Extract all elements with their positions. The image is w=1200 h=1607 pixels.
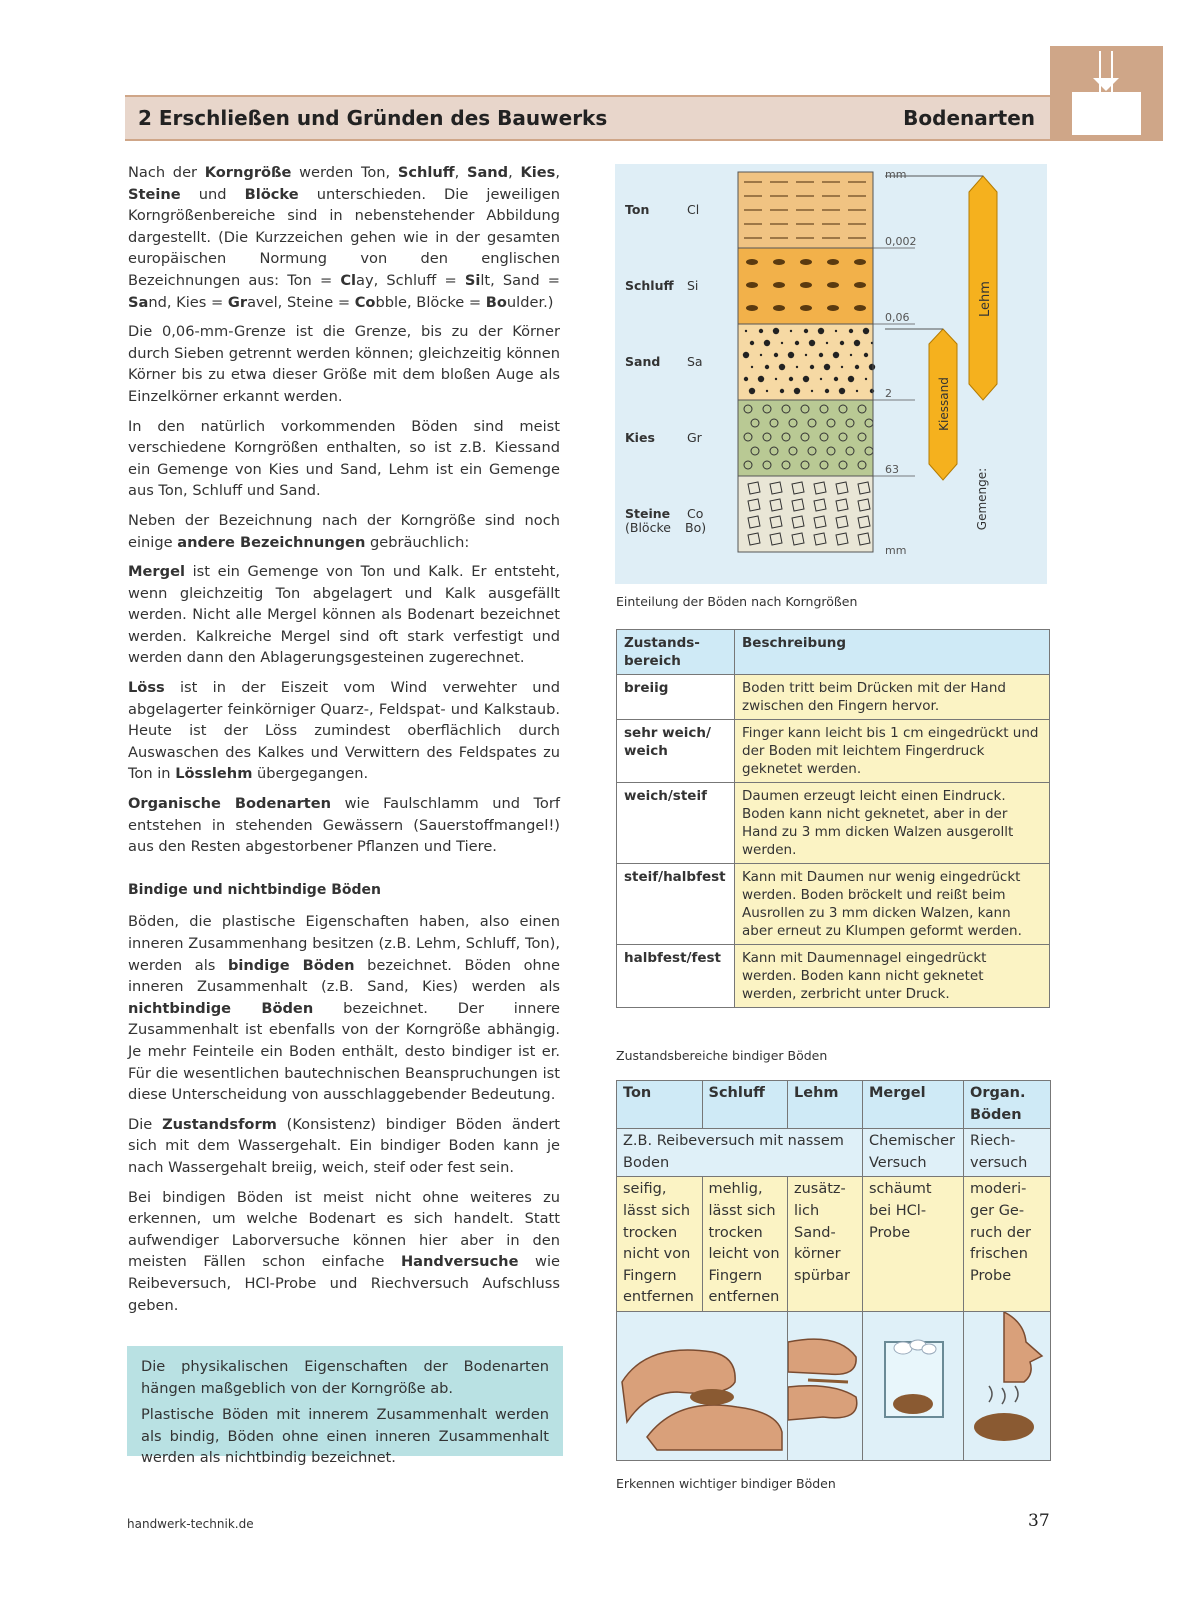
sand-grain xyxy=(805,354,807,356)
soil-layer xyxy=(738,324,873,400)
silt-grain xyxy=(800,305,812,311)
sand-grain xyxy=(795,341,799,345)
rubbing-illustration xyxy=(617,1311,788,1460)
unit-bottom: mm xyxy=(885,544,907,557)
desc-cell: Boden tritt beim Drücken mit der Hand zwischen den Fingern hervor. xyxy=(735,675,1050,720)
table-row xyxy=(617,675,1050,720)
sand-grain xyxy=(865,378,867,380)
sand-grain xyxy=(758,376,764,382)
header-cell: Organ. Böden xyxy=(964,1081,1051,1129)
sand-grain xyxy=(810,365,814,369)
table-row xyxy=(617,945,1050,1008)
table-header-row xyxy=(617,630,1050,675)
consistency-table xyxy=(616,629,1050,1008)
result-cell: seifig, lässt sich trocken nicht von Fingern entfernen xyxy=(617,1177,703,1312)
sand-grain xyxy=(854,340,860,346)
sand-grain xyxy=(841,366,843,368)
paragraph: Bei bindigen Böden ist meist nicht ohne weiteres zu erkennen, um welche Bodenart es sich handelt. Statt aufwendiger Laborversuche können hier aber in den meisten Fällen schon einfache Handversuche wie Reibeversuch, HCl-Probe und Riechversuch Aufschluss geben. xyxy=(128,1188,560,1314)
fingers-rubbing-icon xyxy=(617,1312,787,1452)
result-cell: zusätz-lich Sand-körner spürbar xyxy=(788,1177,863,1312)
gemenge-label: Gemenge: xyxy=(975,467,989,531)
silt-grain xyxy=(746,305,758,311)
paragraph: Organische Bodenarten wie Faulschlamm und Torf entstehen in stehenden Gewässern (Sauerstoffmangel!) aus den Resten abgestorbener Pflanzen und Tiere. xyxy=(128,795,560,856)
sand-grain xyxy=(863,328,869,334)
state-cell: sehr weich/ weich xyxy=(617,720,735,783)
sand-grain xyxy=(790,330,792,332)
layer-code: Si xyxy=(687,278,699,293)
table-caption: Erkennen wichtiger bindiger Böden xyxy=(616,1476,836,1491)
sand-grain xyxy=(826,342,828,344)
sand-grain xyxy=(773,328,779,334)
nose-smelling-icon xyxy=(964,1312,1050,1452)
method-cell: Riech-versuch xyxy=(964,1129,1051,1177)
sand-grain xyxy=(850,354,852,356)
paragraph: Löss ist in der Eiszeit vom Wind verwehter und abgelagerter feinkörniger Quarz-, Feldspat- und Kalkstaub. Heute ist der Löss zumindest oberflächlich durch Auswaschen des Kalkes und Verwittern des Feldspates zu Ton in Lösslehm übergegangen. xyxy=(128,679,560,783)
soil-layer xyxy=(738,400,873,476)
sand-grain xyxy=(819,353,823,357)
layer-name: Ton xyxy=(625,202,650,217)
result-cell: schäumt bei HCl-Probe xyxy=(863,1177,964,1312)
silt-grain xyxy=(827,305,839,311)
paragraph: Die 0,06-mm-Grenze ist die Grenze, bis zu der Körner durch Sieben getrennt werden können; gleichzeitig können Körner bis zu etwa dieser Größe mit dem bloßen Auge als Einzelkörner erkannt werden. xyxy=(128,323,560,405)
sand-grain xyxy=(779,364,785,370)
paragraph: Böden, die plastische Eigenschaften haben, also einen inneren Zusammenhang besitzen (z.B. Lehm, Schluff, Ton), werden als bindige Böden bezeichnet. Böden ohne inneren Zusammenhalt (z.B. Sand, Kies) werden als nichtbindige Böden bezeichnet. Der innere Zusammenhalt ist ebenfalls von der Korngröße abhängig. Je mehr Feinteile ein Boden enthält, desto bindiger ist er. Für die wesentlichen bautechnischen Beanspruchungen ist diese Unterscheidung von ausschlaggebender Bedeutung. xyxy=(128,913,560,1104)
sand-grain xyxy=(855,365,859,369)
sand-grain xyxy=(856,390,858,392)
sand-grain xyxy=(820,378,822,380)
result-cell: mehlig, lässt sich trocken leicht von Fingern entfernen xyxy=(702,1177,788,1312)
sand-grain xyxy=(834,377,838,381)
boundary-value: 0,06 xyxy=(885,311,910,324)
sand-grain xyxy=(804,329,808,333)
summary-text: Plastische Böden mit innerem Zusammenhalt werden als bindig, Böden ohne einen inneren Zusammenhalt werden als nichtbindig bezeichnet. xyxy=(141,1406,549,1466)
sand-grain xyxy=(759,329,763,333)
table-row xyxy=(617,783,1050,864)
sand-grain xyxy=(835,330,837,332)
layer-code: Gr xyxy=(687,430,702,445)
hcl-test-illustration xyxy=(863,1311,964,1460)
silt-grain xyxy=(827,282,839,288)
header-cell: Beschreibung xyxy=(735,630,1050,675)
silt-grain xyxy=(800,259,812,265)
desc-cell: Finger kann leicht bis 1 cm eingedrückt und der Boden mit leichtem Fingerdruck geknetet werden. xyxy=(735,720,1050,783)
header-cell: Ton xyxy=(617,1081,703,1129)
subheading: Bindige und nichtbindige Böden xyxy=(128,881,381,898)
sand-grain xyxy=(780,389,784,393)
state-cell: halbfest/fest xyxy=(617,945,735,1008)
desc-cell: Kann mit Daumennagel eingedrückt werden. Boden kann nicht geknetet werden, zerbricht unter Druck. xyxy=(735,945,1050,1008)
sand-grain xyxy=(766,390,768,392)
state-cell: weich/steif xyxy=(617,783,735,864)
paragraph: In den natürlich vorkommenden Böden sind meist verschiedene Korngrößen enthalten, so ist z.B. Kiessand ein Gemenge von Kies und Sand, Lehm ist ein Gemenge aus Ton, Schluff und Sand. xyxy=(128,417,560,500)
layer-code-2: Bo) xyxy=(685,520,707,535)
sand-grain xyxy=(774,353,778,357)
sand-grain xyxy=(839,388,845,394)
layer-code: Sa xyxy=(687,354,703,369)
beaker-icon xyxy=(863,1312,963,1452)
silt-grain xyxy=(854,282,866,288)
layer-name: Kies xyxy=(625,430,655,445)
sand-grain xyxy=(811,390,813,392)
silt-grain xyxy=(854,259,866,265)
sand-grain xyxy=(760,354,762,356)
down-arrowhead-icon xyxy=(1093,78,1119,91)
layer-name: Sand xyxy=(625,354,661,369)
sand-grain xyxy=(840,341,844,345)
method-row xyxy=(617,1129,1051,1177)
state-cell: breiig xyxy=(617,675,735,720)
sand-grain xyxy=(809,340,815,346)
layer-name: Schluff xyxy=(625,278,674,293)
footer-url: handwerk-technik.de xyxy=(127,1517,254,1531)
desc-cell: Kann mit Daumen nur wenig eingedrückt werden. Boden bröckelt und reißt beim Ausrollen zu 3 mm dicken Walzen, kann aber erneut zu Klumpen geformt werden. xyxy=(735,864,1050,945)
chapter-title: 2 Erschließen und Gründen des Bauwerks xyxy=(138,106,608,130)
header-cell: Schluff xyxy=(702,1081,788,1129)
smell-test-illustration xyxy=(964,1311,1051,1460)
silt-grain xyxy=(746,282,758,288)
sand-grain xyxy=(775,378,777,380)
state-cell: steif/halbfest xyxy=(617,864,735,945)
sand-grain xyxy=(751,366,753,368)
paragraph: Mergel ist ein Gemenge von Ton und Kalk. Er entsteht, wenn gleichzeitig Ton abgelagert und Kalk ausgefällt werden. Nicht alle Mergel können als Bodenart bezeichnet werden. Kalkreiche Mergel sind oft stark verfestigt und werden dann den Ablagerungsgesteinen zugerechnet. xyxy=(128,563,560,667)
lehm-label: Lehm xyxy=(978,281,993,317)
sand-grain xyxy=(848,376,854,382)
sand-grain xyxy=(765,365,769,369)
sand-grain xyxy=(870,389,874,393)
sand-grain xyxy=(750,341,754,345)
silt-grain xyxy=(773,282,785,288)
fingers-icon xyxy=(788,1312,862,1452)
silt-grain xyxy=(773,305,785,311)
table-row xyxy=(617,864,1050,945)
desc-cell: Daumen erzeugt leicht einen Eindruck. Boden kann nicht geknetet, aber in der Hand zu 3 mm dicken Walzen ausgerollt werden. xyxy=(735,783,1050,864)
sand-grain xyxy=(825,389,829,393)
sand-grain xyxy=(869,364,875,370)
sand-grain xyxy=(789,377,793,381)
sand-grain xyxy=(781,342,783,344)
sand-grain xyxy=(849,329,853,333)
method-cell: Chemischer Versuch xyxy=(863,1129,964,1177)
sand-grain xyxy=(796,366,798,368)
sand-grain xyxy=(749,388,755,394)
soil-layer xyxy=(738,476,873,552)
soil-identification-table xyxy=(616,1080,1051,1461)
layer-code: Co xyxy=(687,506,704,521)
sand-grain xyxy=(788,352,794,358)
grain-size-figure xyxy=(615,164,1047,584)
layer-name: Steine xyxy=(625,506,671,521)
sand-grain xyxy=(745,330,747,332)
sand-grain xyxy=(864,353,868,357)
sand-grain xyxy=(743,352,749,358)
chapter-marker-box xyxy=(1072,92,1141,135)
silt-grain xyxy=(746,259,758,265)
rubbing-illustration-2 xyxy=(788,1311,863,1460)
paragraph: Neben der Bezeichnung nach der Korngröße sind noch einige andere Bezeichnungen gebräuchlich: xyxy=(128,511,560,551)
sand-grain xyxy=(818,328,824,334)
header-cell: Zustands-bereich xyxy=(617,630,735,675)
sand-grain xyxy=(824,364,830,370)
boundary-value: 63 xyxy=(885,463,899,476)
section-title: Bodenarten xyxy=(903,106,1035,130)
result-row xyxy=(617,1177,1051,1312)
main-text xyxy=(128,162,560,1324)
grain-size-diagram xyxy=(615,164,1047,584)
sand-grain xyxy=(764,340,770,346)
method-cell: Z.B. Reibeversuch mit nassem Boden xyxy=(617,1129,863,1177)
paragraph: Nach der Korngröße werden Ton, Schluff, Sand, Kies, Steine und Blöcke unterschieden. Die jeweiligen Korngrößenbereiche sind in nebenstehender Abbildung dargestellt. (Die Kurzzeichen gehen wie in der gesamten europäischen Normung von den englischen Bezeichnungen aus: Ton = Clay, Schluff = Silt, Sand = Sand, Kies = Gravel, Steine = Cobble, Blöcke = Boulder.) xyxy=(128,164,561,311)
silt-grain xyxy=(827,259,839,265)
sand-grain xyxy=(794,388,800,394)
silt-grain xyxy=(800,282,812,288)
kiessand-label: Kiessand xyxy=(937,377,951,431)
result-cell: moderi-ger Ge-ruch der frischen Probe xyxy=(964,1177,1051,1312)
table-header-row xyxy=(617,1081,1051,1129)
sand-grain xyxy=(833,352,839,358)
page-number: 37 xyxy=(1028,1511,1050,1531)
sand-grain xyxy=(803,376,809,382)
table-caption: Zustandsbereiche bindiger Böden xyxy=(616,1048,828,1063)
summary-box xyxy=(127,1346,563,1466)
summary-text: Die physikalischen Eigenschaften der Bodenarten hängen maßgeblich von der Korngröße ab. xyxy=(141,1358,549,1397)
illustration-row xyxy=(617,1311,1051,1460)
paragraph: Die Zustandsform (Konsistenz) bindiger Böden ändert sich mit dem Wassergehalt. Ein bindiger Boden kann je nach Wassergehalt breiig, weich, steif oder fest sein. xyxy=(128,1115,560,1176)
table-row xyxy=(617,720,1050,783)
layer-name-2: (Blöcke xyxy=(625,520,671,535)
boundary-value: 0,002 xyxy=(885,235,917,248)
header-cell: Lehm xyxy=(788,1081,863,1129)
unit-top: mm xyxy=(885,168,907,181)
figure-caption: Einteilung der Böden nach Korngrößen xyxy=(616,594,858,609)
layer-code: Cl xyxy=(687,202,700,217)
sand-grain xyxy=(744,377,748,381)
boundary-value: 2 xyxy=(885,387,892,400)
header-cell: Mergel xyxy=(863,1081,964,1129)
silt-grain xyxy=(854,305,866,311)
silt-grain xyxy=(773,259,785,265)
